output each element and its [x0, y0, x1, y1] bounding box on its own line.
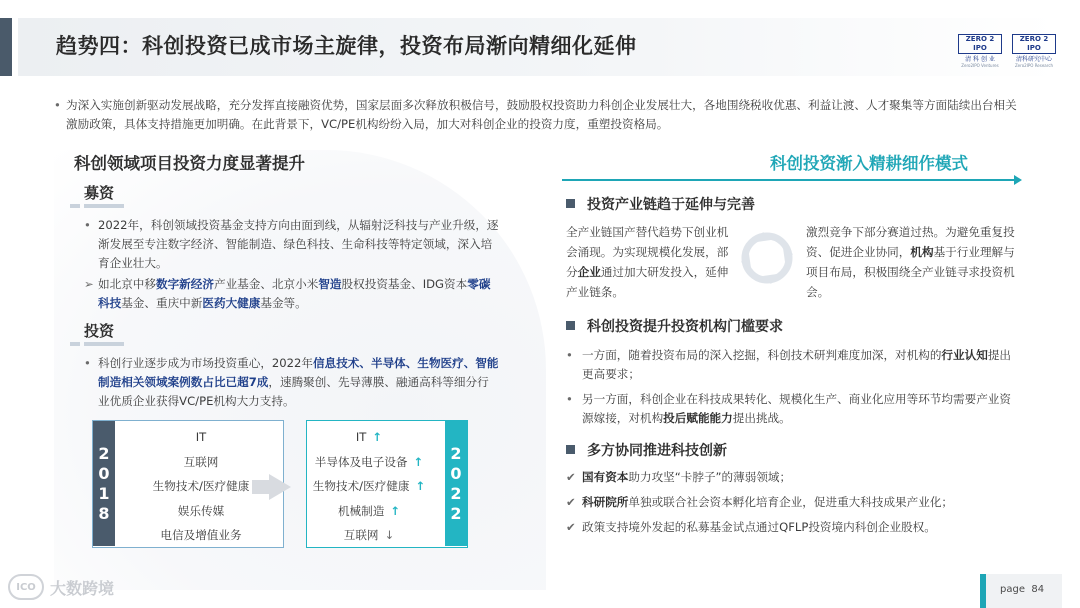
heading-text: 多方协同推进科技创新 — [587, 443, 727, 459]
list-item — [309, 425, 429, 450]
heading-text: 科创投资提升投资机构门槛要求 — [587, 319, 783, 335]
arrow-up-icon: ↑ — [372, 430, 383, 444]
list-item — [309, 499, 429, 524]
page-value: 84 — [1031, 584, 1045, 595]
checkmark-icon: ✔ — [566, 470, 576, 484]
list-item: IT — [195, 430, 207, 444]
investment-tag: 投资 — [84, 322, 115, 340]
highlight-text: 科研院所 — [582, 495, 629, 509]
square-bullet-icon — [566, 445, 575, 454]
list-item — [566, 493, 1020, 512]
text-span: 如北京中移 — [98, 277, 156, 291]
text-span: 产业基金、北京小米 — [213, 277, 319, 291]
arrow-bullet-icon: ➢ — [84, 277, 94, 291]
highlight-text: 智造 — [318, 277, 342, 291]
year-digit: 1 — [98, 483, 110, 503]
list-item — [84, 275, 500, 313]
text-span: 单独或联合社会资本孵化培育企业，促进重大科技成果产业化； — [628, 495, 954, 509]
text-span: ，速腾聚创、先导薄膜、融通高科等细分行业优质企业获得VC/PE机构大力支持。 — [98, 375, 489, 408]
page-label: page — [1000, 584, 1025, 595]
zero2ipo-ventures-logo — [958, 34, 1002, 68]
transition-arrow-icon — [269, 474, 291, 500]
page-accent-bar — [980, 574, 986, 608]
logo-sub: Zero2IPO Ventures — [961, 63, 999, 68]
tag-dash — [84, 204, 124, 208]
text-span: 提出挑战。 — [732, 411, 791, 425]
item-label: 生物技术/医疗健康 — [312, 479, 410, 493]
investment-bullets — [84, 354, 500, 411]
heading-text: 投资产业链趋于延伸与完善 — [587, 197, 755, 213]
item-label: 机械制造 — [337, 503, 385, 518]
text-span: 助力攻坚“卡脖子”的薄弱领域； — [628, 470, 792, 484]
list-item — [566, 518, 1020, 537]
highlight-text: 企业 — [577, 265, 601, 279]
brand-name: 大数跨境 — [50, 578, 115, 598]
fundraising-tag: 募资 — [84, 184, 115, 202]
threshold-bullets — [566, 346, 1020, 428]
tag-dash — [84, 342, 124, 346]
logo-mark: ZERO 2 IPO — [958, 34, 1002, 54]
year-digit: 2 — [450, 503, 462, 523]
list-item: 生物技术/医疗健康 — [152, 479, 250, 493]
list-item — [309, 450, 429, 475]
square-bullet-icon — [566, 321, 575, 330]
year-digit: 2 — [450, 483, 462, 503]
highlight-text: 行业认知 — [941, 348, 988, 362]
transition-arrow-stem — [252, 480, 270, 494]
list-item — [84, 354, 500, 411]
square-bullet-icon — [566, 199, 575, 208]
divider-arrow-icon — [1014, 175, 1022, 185]
logo-name: 清 科 创 业 — [965, 56, 995, 63]
checkmark-icon: ✔ — [566, 495, 576, 509]
page-title: 趋势四：科创投资已成市场主旋律，投资布局渐向精细化延伸 — [56, 34, 637, 58]
list-item — [566, 346, 1020, 384]
logo-mark: ZERO 2 IPO — [1012, 34, 1056, 54]
text-span: 基金等。 — [260, 296, 307, 310]
tag-dash — [70, 204, 80, 208]
highlight-text: 信息技术、半导体、生物医疗、智能制造相关领域案例数占比已超7成 — [98, 356, 499, 389]
bullet-dot: • — [84, 218, 91, 232]
year-2022-label — [445, 421, 467, 546]
text-span: 基金、重庆中新 — [121, 296, 203, 310]
watermark-logo — [8, 574, 114, 600]
text-span: 通过加大研发投入，延伸产业链条。 — [566, 265, 729, 299]
arrow-down-icon: ↓ — [384, 528, 395, 542]
list-item — [84, 216, 500, 273]
highlight-text: 医药大健康 — [202, 296, 261, 310]
logo-name: 清科研究中心 — [1015, 56, 1052, 63]
highlight-text: 国有资本 — [582, 470, 629, 484]
left-section-title: 科创领域项目投资力度显著提升 — [74, 154, 305, 173]
year-digit: 2 — [450, 443, 462, 463]
logo-sub: Zero2IPO Research — [1014, 63, 1054, 68]
year-2018-label — [93, 421, 115, 546]
item-label: 互联网 — [343, 528, 379, 542]
text-span: 股权投资基金、IDG资本 — [341, 277, 468, 291]
list-item — [566, 390, 1020, 428]
list-item: 娱乐传媒 — [177, 503, 225, 518]
list-item: 电信及增值业务 — [160, 528, 242, 542]
text-span: 政策支持境外发起的私募基金试点通过QFLP投资境内科创企业股权。 — [582, 520, 936, 534]
list-2022 — [309, 425, 429, 548]
list-item: 互联网 — [183, 454, 219, 469]
bullet-dot: • — [84, 356, 91, 370]
year-digit: 8 — [98, 503, 110, 523]
text-span: 提出更高要求； — [582, 348, 1012, 381]
enterprise-text — [566, 222, 738, 302]
header-accent-bar — [0, 18, 12, 76]
header — [0, 0, 1080, 90]
bullet-dot: • — [566, 348, 573, 362]
text-span: 全产业链国产替代趋势下创业机会涌现。为实现规模化发展，部分 — [566, 225, 729, 279]
text-span: 另一方面，科创企业在科技成果转化、规模化生产、商业化应用等环节均需要产业资源嫁接，对机构 — [582, 392, 1011, 425]
fundraising-bullets — [84, 216, 500, 313]
list-item — [309, 523, 429, 548]
brand-icon: ICO — [8, 574, 44, 600]
highlight-text: 数字新经济 — [155, 277, 214, 291]
list-item — [566, 468, 1020, 487]
item-label: IT — [355, 430, 367, 444]
institution-text — [806, 222, 1018, 302]
compare-2022-box — [306, 420, 468, 548]
right-heading-3 — [566, 440, 727, 460]
cycle-icon — [739, 230, 795, 286]
highlight-text: 零碳科技 — [98, 277, 491, 310]
bullet-dot: • — [54, 98, 61, 112]
right-heading-1 — [566, 194, 755, 214]
text-span: 基于行业理解与项目布局，积极围绕全产业链寻求投资机会。 — [806, 245, 1015, 299]
intro-paragraph — [54, 96, 1024, 134]
right-section-title: 科创投资渐入精耕细作模式 — [770, 154, 968, 173]
year-digit: 0 — [450, 463, 462, 483]
year-digit: 0 — [98, 463, 110, 483]
right-heading-2 — [566, 316, 783, 336]
list-item — [309, 474, 429, 499]
text-span: 激烈竞争下部分赛道过热。为避免重复投资、促进企业协同， — [806, 225, 1015, 259]
section-divider — [562, 179, 1018, 181]
tag-dash — [70, 342, 80, 346]
bullet-text: 2022年，科创领域投资基金支持方向由面到线，从辐射泛科技与产业升级，逐渐发展至专注数字经济、智能制造、绿色科技、生命科技等特定领域，深入培育企业壮大。 — [98, 218, 499, 270]
arrow-up-icon: ↑ — [415, 479, 426, 493]
checkmark-icon: ✔ — [566, 520, 576, 534]
page-number — [1000, 584, 1044, 595]
intro-text: 为深入实施创新驱动发展战略，充分发挥直接融资优势，国家层面多次释放积极信号，鼓励股权投资助力科创企业发展壮大，各地围绕税收优惠、利益让渡、人才聚集等方面陆续出台相关激励政策，具体支持措施更加明确。在此背景下，VC/PE机构纷纷入局，加大对科创企业的投资力度，重塑投资格局。 — [66, 98, 1017, 131]
highlight-text: 投后赋能能力 — [663, 411, 733, 425]
text-span: 科创行业逐步成为市场投资重心，2022年 — [98, 356, 314, 370]
bullet-dot: • — [566, 392, 573, 406]
highlight-text: 机构 — [910, 245, 934, 259]
zero2ipo-research-logo — [1012, 34, 1056, 68]
year-digit: 2 — [98, 443, 110, 463]
logo-group — [958, 34, 1056, 68]
item-label: 半导体及电子设备 — [314, 454, 408, 469]
text-span: 一方面，随着投资布局的深入挖掘，科创技术研判难度加深，对机构的 — [582, 348, 942, 362]
arrow-up-icon: ↑ — [390, 503, 401, 518]
collaboration-bullets — [566, 468, 1020, 537]
arrow-up-icon: ↑ — [413, 454, 424, 469]
